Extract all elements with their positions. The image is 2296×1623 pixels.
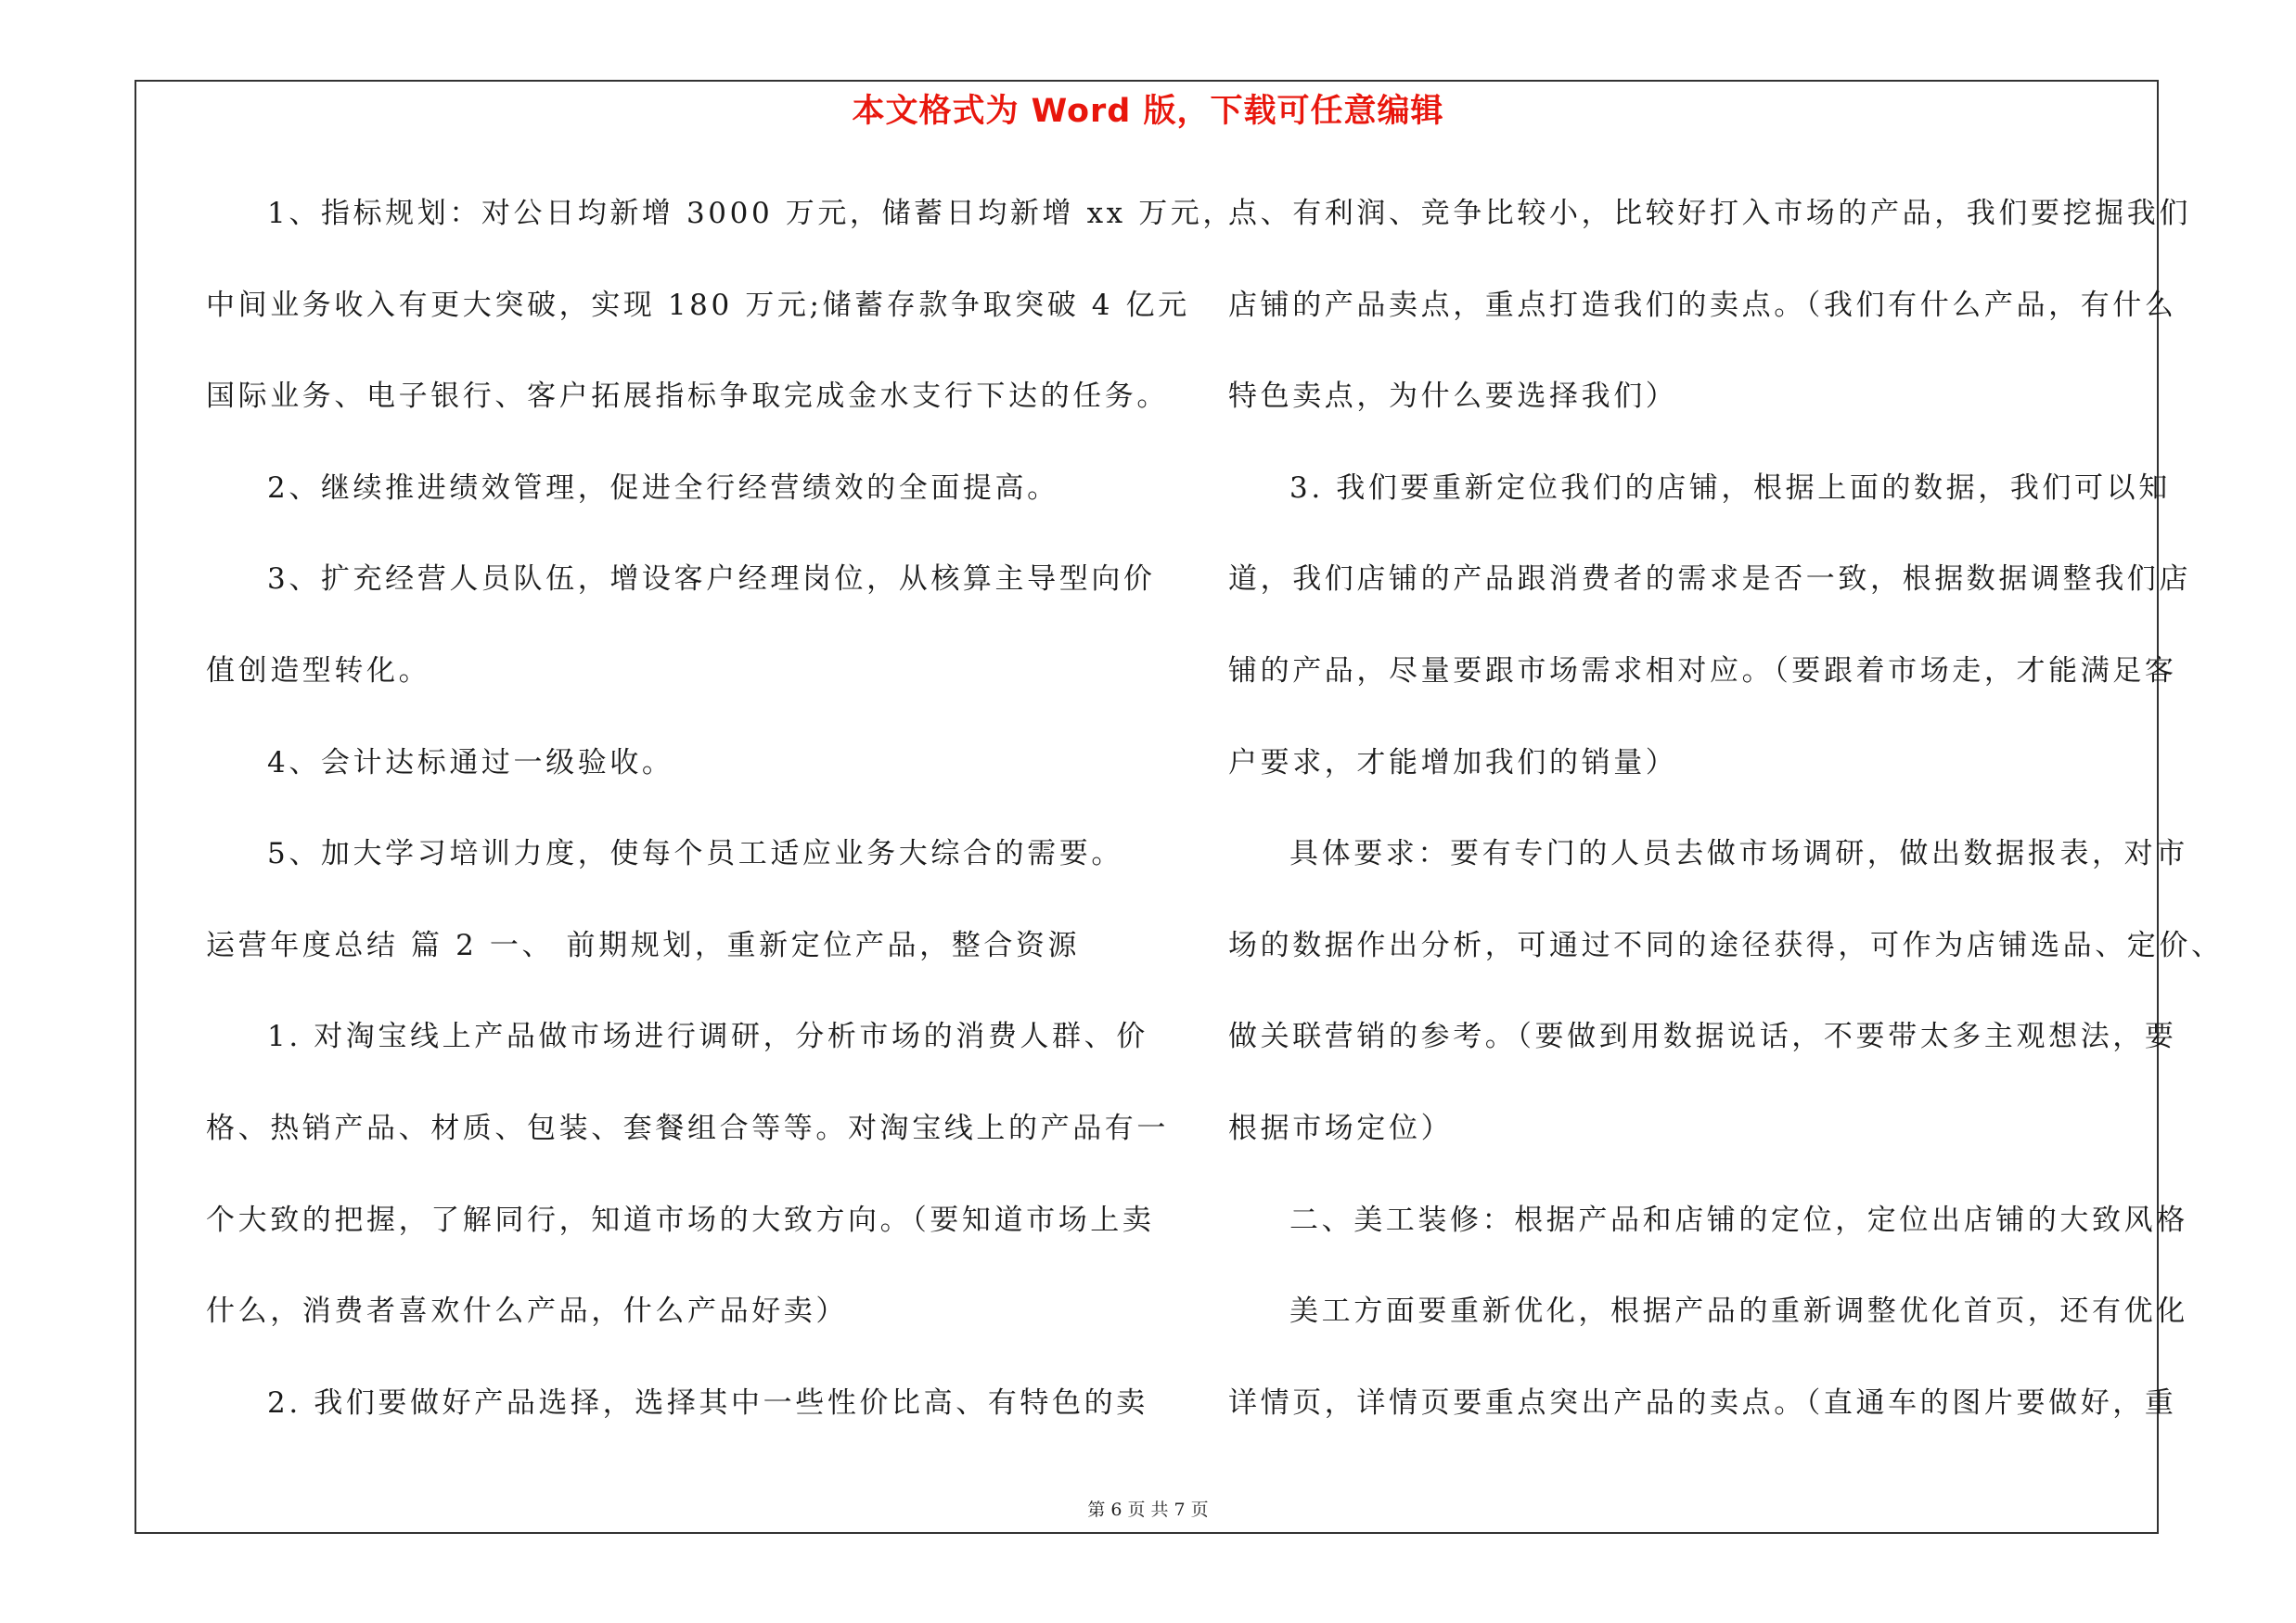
text-line: 5、加大学习培训力度，使每个员工适应业务大综合的需要。 [267,837,1123,871]
text-line: 道，我们店铺的产品跟消费者的需求是否一致，根据数据调整我们店 [1228,562,2191,597]
text-line: 点、有利润、竞争比较小，比较好打入市场的产品，我们要挖掘我们 [1228,197,2191,230]
text-line: 详情页，详情页要重点突出产品的卖点。（直通车的图片要做好，重 [1228,1385,2177,1420]
format-banner: 本文格式为 Word 版，下载可任意编辑 [852,93,1444,130]
text-line: 中间业务收入有更大突破，实现 180 万元;储蓄存款争取突破 4 亿元 [206,288,1190,322]
text-line: 美工方面要重新优化，根据产品的重新调整优化首页，还有优化 [1289,1295,2188,1329]
text-line: 根据市场定位） [1228,1111,1454,1145]
left-column [206,186,1235,1466]
text-line: 格、热销产品、材质、包装、套餐组合等等。对淘宝线上的产品有一 [206,1111,1169,1145]
text-line: 个大致的把握，了解同行，知道市场的大致方向。（要知道市场上卖 [206,1203,1155,1237]
text-line: 2、继续推进绩效管理，促进全行经营绩效的全面提高。 [267,470,1059,505]
text-line: 运营年度总结 篇 2 一、 前期规划，重新定位产品，整合资源 [206,928,1081,962]
text-line: 场的数据作出分析，可通过不同的途径获得，可作为店铺选品、定价、 [1228,928,2224,962]
text-line: 二、美工装修：根据产品和店铺的定位，定位出店铺的大致风格 [1289,1203,2188,1237]
text-line: 具体要求：要有专门的人员去做市场调研，做出数据报表，对市 [1289,837,2188,871]
text-line: 户要求，才能增加我们的销量） [1228,745,1678,779]
text-line: 值创造型转化。 [206,653,431,688]
text-line: 3、扩充经营人员队伍，增设客户经理岗位，从核算主导型向价 [267,562,1156,597]
page-number: 第 6 页 共 7 页 [1087,1500,1209,1520]
text-line: 3. 我们要重新定位我们的店铺，根据上面的数据，我们可以知 [1289,470,2171,505]
text-line: 什么，消费者喜欢什么产品，什么产品好卖） [206,1295,848,1329]
text-line: 4、会计达标通过一级验收。 [267,745,674,779]
text-line: 店铺的产品卖点，重点打造我们的卖点。（我们有什么产品，有什么 [1228,288,2177,322]
text-line: 特色卖点，为什么要选择我们） [1228,380,1678,414]
right-column [1228,186,2224,1466]
text-line: 国际业务、电子银行、客户拓展指标争取完成金水支行下达的任务。 [206,380,1169,414]
text-line: 1、指标规划：对公日均新增 3000 万元，储蓄日均新增 xx 万元， [267,197,1235,230]
text-line: 做关联营销的参考。（要做到用数据说话，不要带太多主观想法，要 [1228,1020,2177,1054]
text-line: 2. 我们要做好产品选择，选择其中一些性价比高、有特色的卖 [267,1385,1148,1420]
text-line: 铺的产品，尽量要跟市场需求相对应。（要跟着市场走，才能满足客 [1228,653,2177,688]
text-line: 1. 对淘宝线上产品做市场进行调研，分析市场的消费人群、价 [267,1020,1148,1054]
